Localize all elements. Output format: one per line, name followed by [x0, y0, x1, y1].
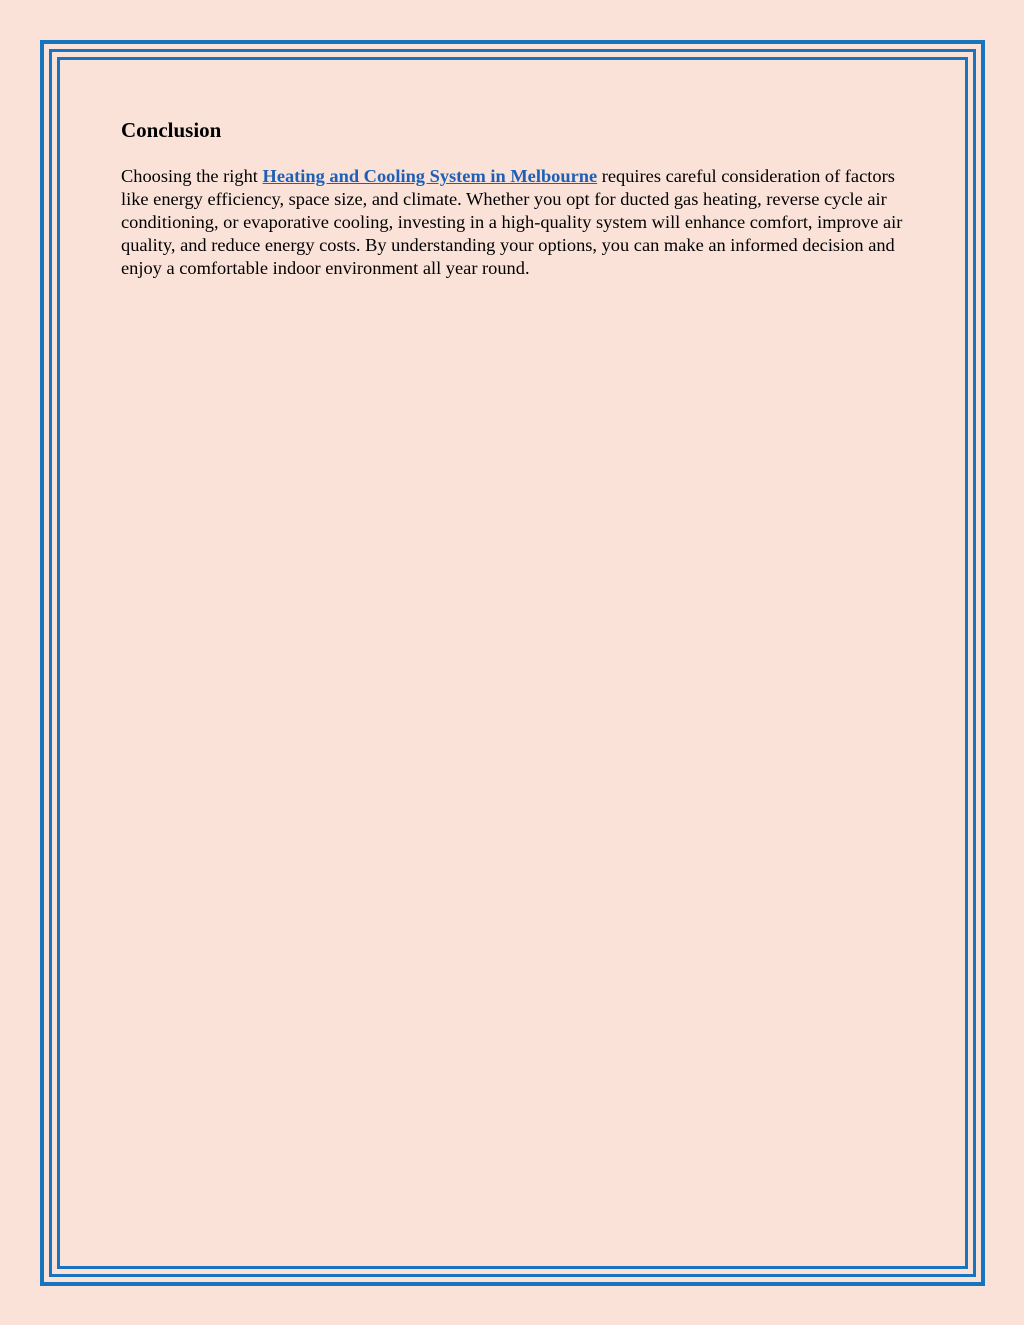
conclusion-paragraph	[121, 165, 921, 280]
paragraph-text-after-link: requires careful consideration of factors like energy efficiency, space size, and climate. Whether you opt for ducted gas heating, reverse cycle air conditioning, or evaporative cooling, investing in a high-quality system will enhance comfort, improve air quality, and reduce energy costs. By understanding your options, you can make an informed decision and enjoy a comfortable indoor environment all year round.	[121, 166, 903, 279]
section-heading: Conclusion	[121, 118, 222, 142]
document-content	[121, 118, 921, 280]
heating-cooling-link[interactable]: Heating and Cooling System in Melbourne	[262, 166, 598, 187]
paragraph-text-before-link: Choosing the right	[121, 166, 263, 187]
